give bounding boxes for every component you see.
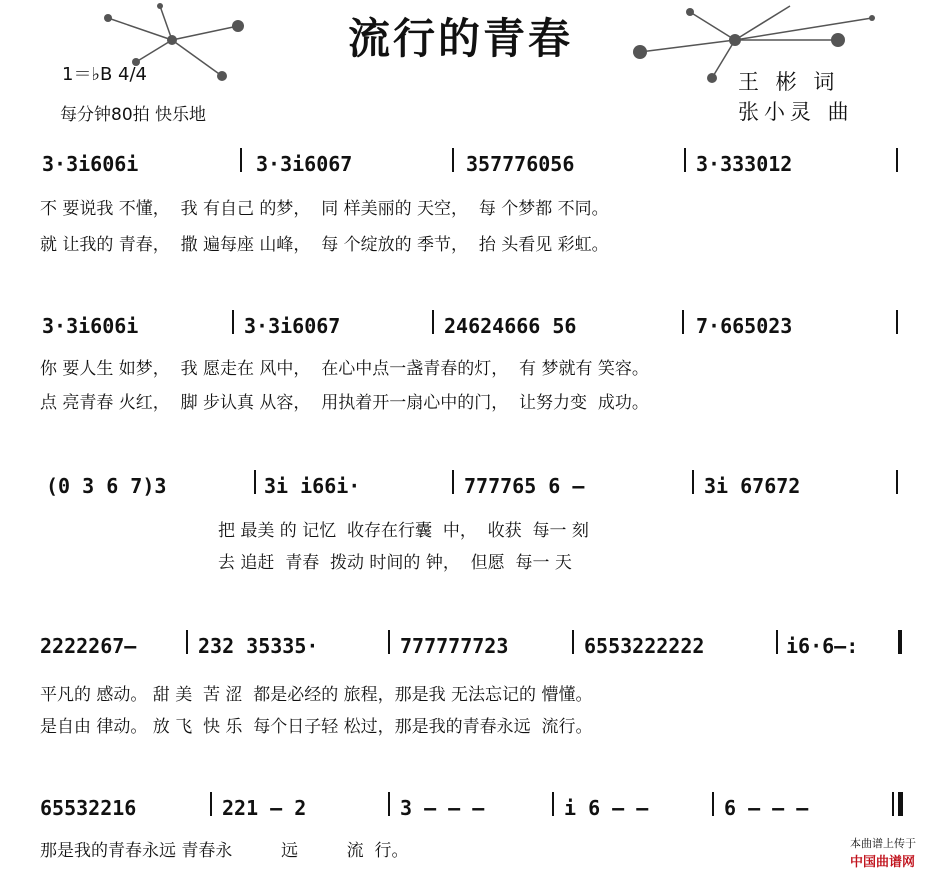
barline	[186, 630, 188, 654]
barline	[254, 470, 256, 494]
lyric-line-2: 是自由 律动。 放 飞 快 乐 每个日子轻 松过，那是我的青春永远 流行。	[40, 717, 593, 737]
measure: 3 – – –	[400, 796, 485, 820]
measure: 3·333012	[696, 152, 793, 176]
measure: 777765 6 –	[464, 474, 585, 498]
lyric-line-1: 你 要人生 如梦， 我 愿走在 风中， 在心中点一盏青春的灯， 有 梦就有 笑容。	[40, 359, 649, 379]
measure: 3·3i606i	[42, 152, 139, 176]
lyric-line-2: 点 亮青春 火红， 脚 步认真 从容， 用执着开一扇心中的门， 让努力变 成功。	[40, 393, 649, 413]
measure: 357776056	[466, 152, 575, 176]
footer	[843, 822, 916, 870]
lyric-line-1: 不 要说我 不懂， 我 有自己 的梦， 同 样美丽的 天空， 每 个梦都 不同。	[40, 199, 609, 219]
repeat-barline	[898, 630, 902, 654]
final-barline-thick	[898, 792, 903, 816]
barline	[896, 470, 898, 494]
composer-credit: 张小灵 曲	[738, 100, 854, 124]
measure: 3i i66i·	[264, 474, 361, 498]
lyricist-credit: 王 彬 词	[738, 70, 840, 94]
key-signature: 1＝♭B 4/4	[62, 64, 147, 85]
lyric-line-1: 平凡的 感动。 甜 美 苦 涩 都是必经的 旅程，那是我 无法忘记的 懵懂。	[40, 685, 593, 705]
barline	[210, 792, 212, 816]
measure: 3·3i6067	[256, 152, 353, 176]
lyric-line-2: 就 让我的 青春， 撒 遍每座 山峰， 每 个绽放的 季节， 抬 头看见 彩虹。	[40, 235, 609, 255]
lyric-line-1: 那是我的青春永远 青春永 远 流 行。	[40, 841, 409, 861]
barline	[388, 630, 390, 654]
barline	[896, 148, 898, 172]
barline	[452, 470, 454, 494]
measure: 2222267–	[40, 634, 137, 658]
measure: 3i 67672	[704, 474, 801, 498]
final-barline-thin	[892, 792, 894, 816]
lyric-line-1: 把 最美 的 记忆 收存在行囊 中， 收获 每一 刻	[218, 521, 589, 541]
measure: i6·6–:	[786, 634, 859, 658]
barline	[388, 792, 390, 816]
lyric-line-2: 去 追赶 青春 拨动 时间的 钟， 但愿 每一 天	[218, 553, 572, 573]
footer-text: 本曲谱上传于	[850, 837, 916, 850]
barline	[896, 310, 898, 334]
barline	[682, 310, 684, 334]
measure: i 6 – –	[564, 796, 649, 820]
measure: 232 35335·	[198, 634, 319, 658]
barline	[692, 470, 694, 494]
measure: 6 – – –	[724, 796, 809, 820]
measure: 221 – 2	[222, 796, 307, 820]
measure: 3·3i6067	[244, 314, 341, 338]
measure: (0 3 6 7)3	[46, 474, 167, 498]
barline	[432, 310, 434, 334]
measure: 3·3i606i	[42, 314, 139, 338]
barline	[776, 630, 778, 654]
measure: 7·665023	[696, 314, 793, 338]
barline	[240, 148, 242, 172]
measure: 777777723	[400, 634, 509, 658]
barline	[572, 630, 574, 654]
song-title: 流行的青春	[348, 14, 574, 63]
barline	[552, 792, 554, 816]
tempo-marking: 每分钟80拍 快乐地	[60, 105, 207, 125]
measure: 65532216	[40, 796, 137, 820]
site-logo: 中国曲谱网	[850, 855, 916, 870]
barline	[712, 792, 714, 816]
barline	[684, 148, 686, 172]
measure: 24624666 56	[444, 314, 577, 338]
barline	[232, 310, 234, 334]
barline	[452, 148, 454, 172]
measure: 6553222222	[584, 634, 705, 658]
